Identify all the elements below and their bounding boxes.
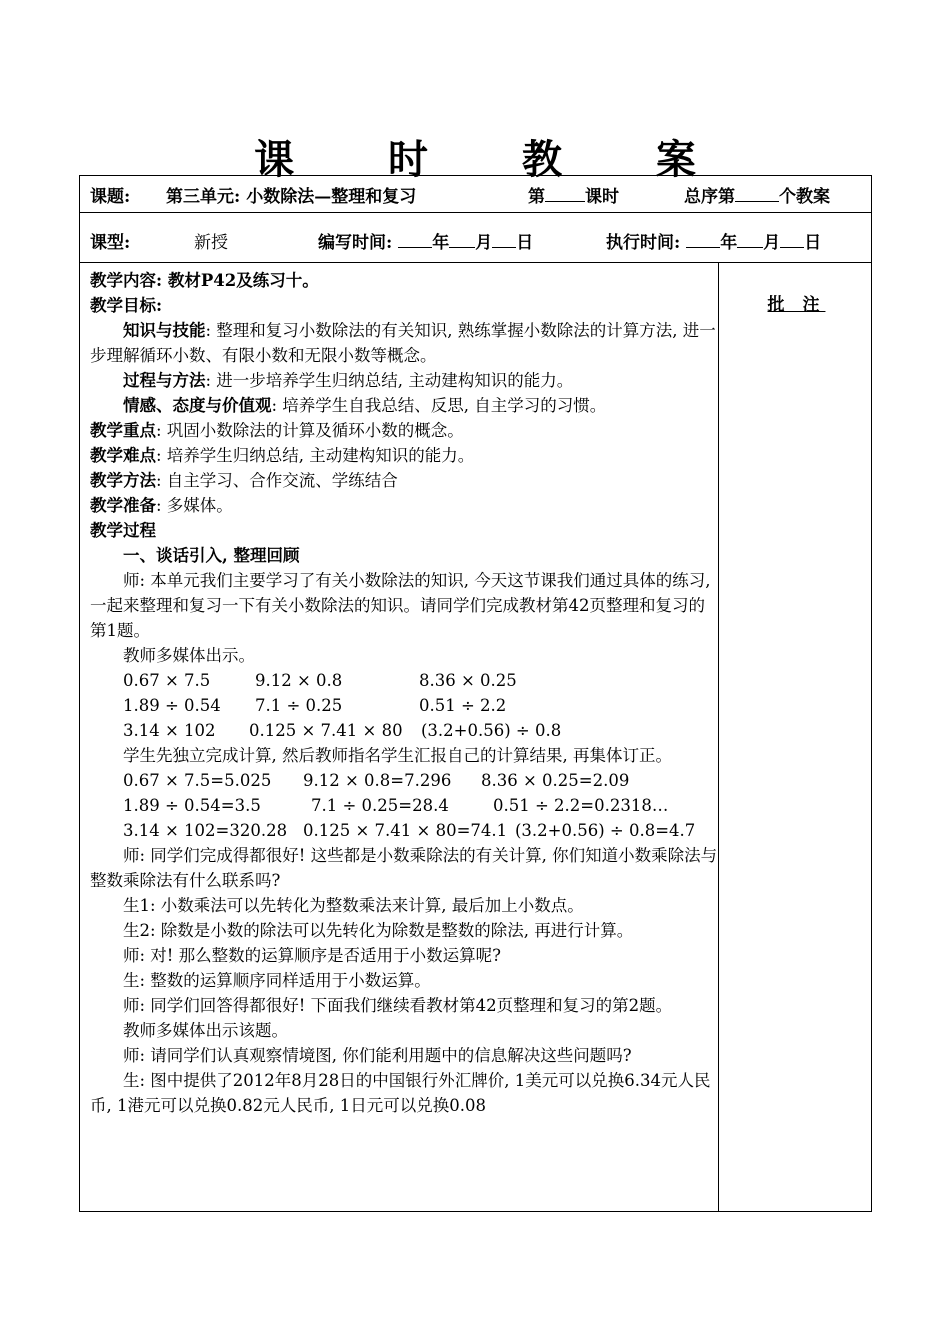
calc-item: 0.67 × 7.5 — [123, 671, 211, 690]
total-number-field — [684, 182, 830, 207]
paragraph: 生1: 小数乘法可以先转化为整数乘法来计算, 最后加上小数点。 — [123, 896, 584, 915]
paragraph: 生: 图中提供了2012年8月28日的中国银行外汇牌价, 1美元可以兑换6.34元人民币, 1港元可以兑换0.82元人民币, 1日元可以兑换0.08 — [90, 1071, 711, 1115]
answer-item: (3.2+0.56) ÷ 0.8=4.7 — [515, 821, 696, 840]
calc-row — [90, 693, 718, 718]
year-blank — [686, 231, 720, 248]
method-label: 教学方法 — [90, 471, 156, 490]
knowledge-label: 知识与技能 — [123, 321, 206, 340]
paragraph: 师: 同学们完成得都很好! 这些都是小数乘除法的有关计算, 你们知道小数乘除法与整数乘除法有什么联系吗? — [90, 846, 718, 890]
total-prefix: 总序第 — [684, 187, 735, 207]
knowledge-text: : 整理和复习小数除法的有关知识, 熟练掌握小数除法的计算方法, 进一步理解循环小数、有限小数和无限小数等概念。 — [90, 321, 716, 365]
calc-row — [90, 668, 718, 693]
answer-item: 0.125 × 7.41 × 80=74.1 — [303, 821, 508, 840]
topic-value: 第三单元: 小数除法—整理和复习 — [166, 187, 417, 207]
key-label: 教学重点 — [90, 421, 156, 440]
column-divider — [718, 262, 719, 1211]
year-unit: 年 — [432, 233, 450, 253]
month-blank — [449, 231, 475, 248]
answer-row — [90, 793, 718, 818]
method-text: : 自主学习、合作交流、学练结合 — [156, 471, 398, 490]
row-divider — [80, 262, 871, 263]
calc-item: 1.89 ÷ 0.54 — [123, 696, 221, 715]
paragraph: 教师多媒体出示该题。 — [123, 1021, 288, 1040]
day-unit: 日 — [516, 233, 534, 253]
emotion-text: : 培养学生自我总结、反思, 自主学习的习惯。 — [271, 396, 607, 415]
answer-item: 3.14 × 102=320.28 — [123, 821, 288, 840]
section-heading: 一、谈话引入, 整理回顾 — [123, 546, 300, 565]
method — [90, 468, 718, 493]
difficulty — [90, 443, 718, 468]
exec-time-label: 执行时间: — [606, 233, 681, 253]
month-unit: 月 — [763, 233, 781, 253]
lesson-body — [90, 268, 718, 1118]
process-heading: 教学过程 — [90, 521, 156, 540]
goal-knowledge — [90, 318, 718, 368]
goal-process — [90, 368, 718, 393]
paragraph: 生: 整数的运算顺序同样适用于小数运算。 — [123, 971, 431, 990]
goal-emotion — [90, 393, 718, 418]
paragraph: 生2: 除数是小数的除法可以先转化为除数是整数的除法, 再进行计算。 — [123, 921, 634, 940]
row-divider — [80, 212, 871, 213]
answer-item: 9.12 × 0.8=7.296 — [303, 771, 452, 790]
calc-item: 9.12 × 0.8 — [255, 671, 343, 690]
lesson-prefix: 第 — [528, 187, 545, 207]
calc-item: 8.36 × 0.25 — [419, 671, 517, 690]
calc-item: 3.14 × 102 — [123, 721, 216, 740]
annotation-label: 批 注 — [767, 295, 826, 315]
prep-label: 教学准备 — [90, 496, 156, 515]
year-unit: 年 — [720, 233, 738, 253]
exec-time-field — [606, 228, 821, 253]
paragraph: 师: 对! 那么整数的运算顺序是否适用于小数运算呢? — [123, 946, 502, 965]
month-unit: 月 — [475, 233, 493, 253]
answer-item: 7.1 ÷ 0.25=28.4 — [311, 796, 449, 815]
topic-label: 课题: — [90, 187, 131, 207]
calc-item: 0.125 × 7.41 × 80 — [249, 721, 403, 740]
preparation — [90, 493, 718, 518]
lesson-blank — [545, 185, 585, 202]
lesson-number-field — [528, 182, 619, 207]
type-value: 新授 — [194, 233, 228, 253]
paragraph: 师: 本单元我们主要学习了有关小数除法的知识, 今天这节课我们通过具体的练习, 一起来整理和复习一下有关小数除法的知识。请同学们完成教材第42页整理和复习的第1题。 — [90, 571, 711, 640]
answer-row — [90, 768, 718, 793]
answer-row — [90, 818, 718, 843]
total-blank — [735, 185, 779, 202]
goals-label: 教学目标: — [90, 296, 163, 315]
paragraph: 教师多媒体出示。 — [123, 646, 255, 665]
calc-item: 0.51 ÷ 2.2 — [419, 696, 507, 715]
paragraph: 师: 同学们回答得都很好! 下面我们继续看教材第42页整理和复习的第2题。 — [123, 996, 673, 1015]
paragraph: 学生先独立完成计算, 然后教师指名学生汇报自己的计算结果, 再集体订正。 — [123, 746, 672, 765]
difficulty-text: : 培养学生归纳总结, 主动建构知识的能力。 — [156, 446, 475, 465]
key-text: : 巩固小数除法的计算及循环小数的概念。 — [156, 421, 464, 440]
day-blank — [780, 231, 804, 248]
prep-text: : 多媒体。 — [156, 496, 233, 515]
day-unit: 日 — [804, 233, 822, 253]
year-blank — [398, 231, 432, 248]
answer-item: 1.89 ÷ 0.54=3.5 — [123, 796, 261, 815]
key-point — [90, 418, 718, 443]
calc-item: (3.2+0.56) ÷ 0.8 — [421, 721, 562, 740]
answer-item: 8.36 × 0.25=2.09 — [481, 771, 630, 790]
lesson-plan-table — [79, 175, 872, 1212]
teaching-content: 教学内容: 教材P42及练习十。 — [90, 271, 319, 290]
paragraph: 师: 请同学们认真观察情境图, 你们能利用题中的信息解决这些问题吗? — [123, 1046, 632, 1065]
write-time-field — [318, 228, 533, 253]
answer-item: 0.67 × 7.5=5.025 — [123, 771, 272, 790]
write-time-label: 编写时间: — [318, 233, 393, 253]
total-suffix: 个教案 — [779, 187, 830, 207]
lesson-suffix: 课时 — [585, 187, 619, 207]
answer-item: 0.51 ÷ 2.2=0.2318… — [493, 796, 669, 815]
type-label: 课型: — [90, 233, 131, 253]
difficulty-label: 教学难点 — [90, 446, 156, 465]
calc-item: 7.1 ÷ 0.25 — [255, 696, 343, 715]
page-title: 课 时 教 案 — [254, 136, 736, 183]
process-label: 过程与方法 — [123, 371, 206, 390]
month-blank — [737, 231, 763, 248]
emotion-label: 情感、态度与价值观 — [123, 396, 272, 415]
process-text: : 进一步培养学生归纳总结, 主动建构知识的能力。 — [205, 371, 574, 390]
day-blank — [492, 231, 516, 248]
calc-row — [90, 718, 718, 743]
